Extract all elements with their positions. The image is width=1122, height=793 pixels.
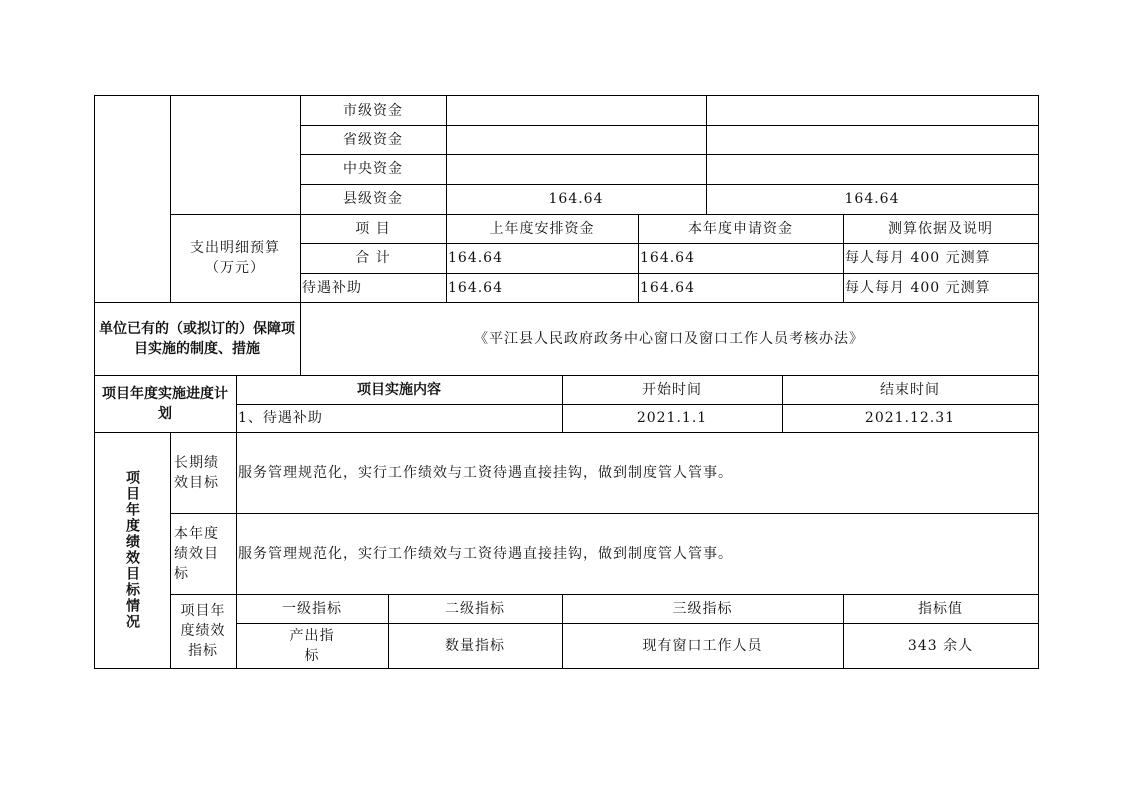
table-border-right (1038, 95, 1039, 669)
schedule-row-end: 2021.12.31 (864, 410, 956, 426)
rule (446, 95, 447, 303)
rule (562, 594, 563, 669)
funding-county-label: 县级资金 (343, 191, 403, 207)
schedule-header-content: 项目实施内容 (357, 381, 441, 398)
schedule-row-content: 1、待遇补助 (238, 410, 323, 426)
schedule-header-start: 开始时间 (642, 381, 702, 398)
rule (94, 302, 1039, 303)
annual-goal-text: 服务管理规范化，实行工作绩效与工资待遇直接挂钩，做到制度管人管事。 (238, 545, 733, 562)
indicator-header-level3: 三级指标 (672, 600, 733, 617)
budget-row-total-prev: 164.64 (448, 250, 503, 266)
rule (236, 404, 1039, 405)
system-content: 《平江县人民政府政务中心窗口及窗口工作人员考核办法》 (474, 330, 864, 347)
budget-row-subsidy-curr: 164.64 (640, 279, 695, 296)
rule (170, 513, 1039, 514)
rule (300, 154, 1039, 155)
system-label: 单位已有的（或拟订的）保障项目实施的制度、措施 (99, 320, 295, 357)
budget-row-subsidy-item: 待遇补助 (302, 279, 362, 296)
rule (170, 594, 1039, 595)
indicator-row-value: 343 余人 (907, 637, 974, 654)
rule (300, 273, 1039, 274)
rule (236, 375, 237, 669)
performance-label (94, 432, 170, 668)
rule (843, 214, 844, 303)
indicator-header-level2: 二级指标 (445, 600, 505, 617)
funding-county-prev-value: 164.64 (548, 191, 604, 207)
rule (300, 95, 301, 376)
funding-provincial-label: 省级资金 (343, 131, 403, 148)
budget-detail-label: 支出明细预算（万元） (190, 240, 280, 276)
budget-row-total-curr: 164.64 (640, 250, 695, 266)
rule (706, 95, 707, 215)
long-term-goal-label: 长期绩效目标 (174, 454, 219, 491)
budget-row-subsidy-prev: 164.64 (448, 279, 503, 296)
indicator-header-value: 指标值 (918, 600, 963, 617)
funding-municipal-label: 市级资金 (343, 102, 403, 119)
performance-label-text: 项目年度绩效目标情况 (124, 470, 140, 630)
funding-central-label: 中央资金 (343, 161, 403, 177)
rule (300, 184, 1039, 185)
annual-goal-label: 本年度绩效目标 (174, 525, 219, 582)
schedule-row-start: 2021.1.1 (636, 410, 708, 426)
budget-row-subsidy-note: 每人每月 400 元测算 (845, 279, 991, 296)
indicator-label: 项目年度绩效指标 (180, 603, 226, 659)
budget-row-total-note: 每人每月 400 元测算 (845, 250, 991, 266)
budget-header-note: 测算依据及说明 (888, 220, 993, 237)
rule (388, 594, 389, 669)
indicator-row-level3: 现有窗口工作人员 (642, 637, 763, 654)
rule (170, 95, 171, 303)
indicator-row-level2: 数量指标 (445, 637, 505, 654)
long-term-goal-text: 服务管理规范化，实行工作绩效与工资待遇直接挂钩，做到制度管人管事。 (238, 464, 733, 481)
funding-county-curr-value: 164.64 (844, 191, 900, 207)
rule (843, 594, 844, 669)
table-border-left (94, 95, 95, 669)
budget-header-curr: 本年度申请资金 (688, 220, 793, 237)
rule (300, 243, 1039, 244)
rule (562, 375, 563, 433)
schedule-label: 项目年度实施进度计划 (102, 385, 228, 422)
budget-header-prev: 上年度安排资金 (489, 220, 595, 237)
indicator-row-level1: 产出指标 (289, 627, 335, 664)
rule (638, 214, 639, 303)
indicator-header-level1: 一级指标 (282, 600, 342, 617)
rule (236, 623, 1039, 624)
budget-header-item: 项 目 (355, 220, 391, 237)
schedule-header-end: 结束时间 (880, 381, 940, 398)
rule (782, 375, 783, 433)
rule (300, 125, 1039, 126)
table-border-top (94, 95, 1039, 96)
budget-row-total-item: 合 计 (355, 250, 391, 266)
rule (170, 432, 171, 669)
